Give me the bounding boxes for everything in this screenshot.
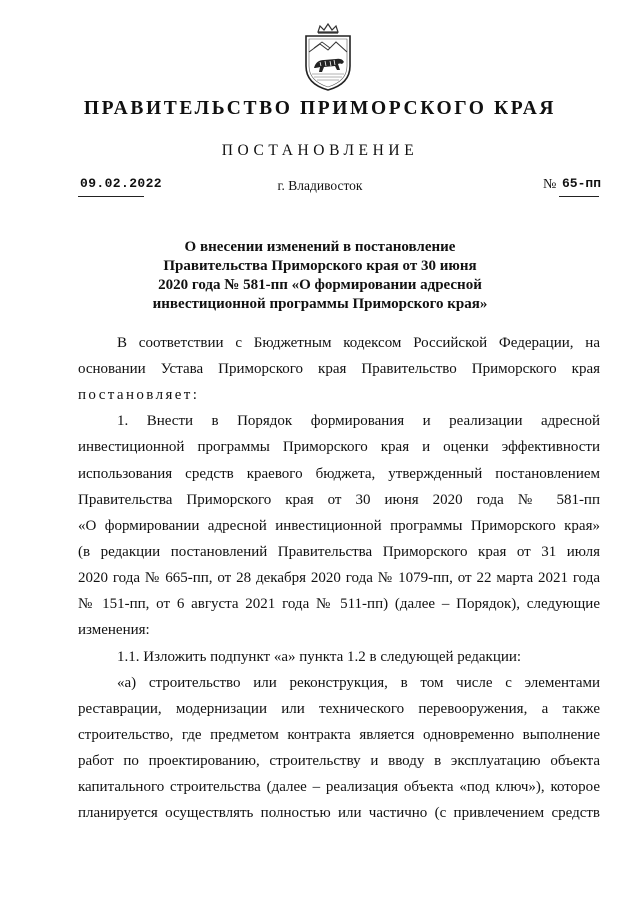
- body-line: В соответствии с Бюджетным кодексом Российской Федерации, на: [117, 335, 600, 351]
- coat-of-arms-icon: [300, 22, 356, 92]
- body-line: № 151-пп, от 6 августа 2021 года № 511-пп) (далее – Порядок), следующие: [78, 596, 600, 612]
- document-meta-row: [0, 176, 640, 200]
- number-underline: [559, 196, 599, 197]
- body-line: 1.1. Изложить подпункт «а» пункта 1.2 в следующей редакции:: [117, 649, 522, 665]
- government-title: ПРАВИТЕЛЬСТВО ПРИМОРСКОГО КРАЯ: [83, 98, 557, 119]
- document-type: ПОСТАНОВЛЕНИЕ: [221, 142, 419, 159]
- body-line: (в редакции постановлений Правительства Приморского края от 31 июля: [78, 544, 600, 560]
- body-line: строительство, где предметом контракта является одновременно выполнение: [78, 727, 600, 743]
- document-date: 09.02.2022: [80, 176, 163, 191]
- body-line: изменения:: [78, 622, 150, 638]
- body-line: инвестиционной программы Приморского края и оценки эффективности: [78, 439, 600, 455]
- body-line: «а) строительство или реконструкция, в том числе с элементами: [117, 675, 600, 691]
- document-number: 65-пп: [562, 176, 602, 191]
- document-subject: [0, 238, 640, 314]
- document-city: г. Владивосток: [277, 178, 363, 193]
- number-label: №: [543, 177, 557, 192]
- body-line: «О формировании адресной инвестиционной программы Приморского края»: [78, 518, 600, 534]
- subject-line: О внесении изменений в постановление: [184, 239, 456, 255]
- body-line: 2020 года № 665-пп, от 28 декабря 2020 года № 1079-пп, от 22 марта 2021 года: [78, 570, 600, 586]
- body-line: использования средств краевого бюджета, утвержденный постановлением: [78, 466, 600, 482]
- body-line: работ по проектированию, строительству и вводу в эксплуатацию объекта: [78, 753, 600, 769]
- subject-line: Правительства Приморского края от 30 июня: [163, 258, 477, 274]
- body-line: основании Устава Приморского края Правительство Приморского края: [78, 361, 600, 377]
- date-underline: [78, 196, 144, 197]
- body-line: 1. Внести в Порядок формирования и реализации адресной: [117, 413, 600, 429]
- body-line: капитального строительства (далее – реализация объекта «под ключ»), которое: [78, 779, 600, 795]
- body-line: Правительства Приморского края от 30 июня 2020 года № 581-пп: [78, 492, 600, 508]
- body-line: реставрации, модернизации или технического перевооружения, а также: [78, 701, 600, 717]
- body-line: планируется осуществлять полностью или частично (с привлечением средств: [78, 805, 600, 821]
- subject-line: 2020 года № 581-пп «О формировании адресной: [158, 277, 482, 293]
- subject-line: инвестиционной программы Приморского края»: [152, 296, 488, 312]
- body-line: постановляет:: [78, 387, 200, 403]
